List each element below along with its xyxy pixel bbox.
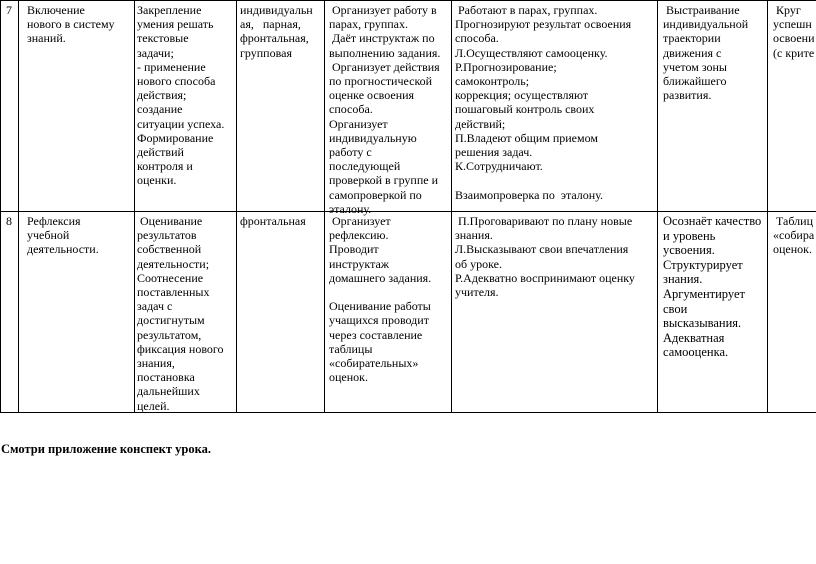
stage-line: Включение [27, 3, 85, 17]
teacher-line: Даёт инструктаж по [329, 31, 435, 46]
form-line: фронтальная [240, 214, 306, 228]
task-line: оценки. [137, 173, 177, 188]
student-line: К.Сотрудничают. [455, 159, 543, 174]
form-cell [240, 3, 324, 60]
stage-line: деятельности. [27, 242, 99, 257]
teacher-line: «собирательных» [329, 356, 419, 371]
student-line: Л.Высказывают свои впечатления [455, 242, 629, 257]
stage-line: нового в систему [27, 17, 115, 32]
teacher-line: эталону. [329, 201, 372, 216]
task-line: нового способа [137, 74, 216, 89]
result-line: Аргументирует [663, 286, 745, 301]
control-line: Круг [773, 3, 801, 17]
task-line: действий [137, 145, 184, 160]
teacher-line: рефлексию. [329, 228, 389, 243]
column-divider [451, 0, 452, 413]
teacher-line: последующей [329, 159, 401, 174]
row-number-text: 8 [6, 214, 12, 228]
student-activity-cell [455, 3, 656, 202]
task-line: поставленных [137, 285, 210, 300]
result-line: движения с [663, 45, 722, 60]
form-cell [240, 214, 324, 228]
result-line: свои [663, 301, 688, 316]
student-line: Прогнозируют результат освоения [455, 17, 632, 32]
control-line: успешн [773, 17, 812, 32]
student-line: Р.Прогнозирование; [455, 59, 557, 74]
task-line: задачи; [137, 45, 174, 60]
task-line: результатов [137, 228, 197, 243]
task-line: задач с [137, 299, 173, 314]
table-bottom-border [0, 412, 816, 413]
table-top-border [0, 0, 816, 1]
student-line: Работают в парах, группах. [455, 3, 598, 17]
student-line: П.Владеют общим приемом [455, 130, 598, 145]
student-line: действий; [455, 116, 506, 131]
result-line: самооценка. [663, 345, 729, 360]
task-line: Закрепление [137, 3, 202, 17]
task-line: собственной [137, 242, 202, 257]
task-line: достигнутым [137, 313, 205, 328]
student-line: пошаговый контроль своих [455, 102, 595, 117]
teacher-line: индивидуальную [329, 130, 417, 145]
stage-line: знаний. [27, 31, 66, 46]
teacher-line: выполнению задания. [329, 45, 441, 60]
student-line: учителя. [455, 285, 499, 300]
form-line: индивидуальн [240, 3, 313, 17]
student-line: П.Проговаривают по плану новые [455, 214, 633, 228]
task-cell [137, 3, 235, 188]
task-line: знания, [137, 356, 175, 371]
teacher-line: таблицы [329, 341, 373, 356]
task-line: Оценивание [137, 214, 203, 228]
result-line: и уровень [663, 228, 716, 243]
column-divider [134, 0, 135, 413]
student-line: решения задач. [455, 145, 533, 160]
control-line: оценок. [773, 242, 812, 257]
teacher-line: инструктаж [329, 256, 390, 271]
task-line: создание [137, 102, 183, 117]
teacher-line: способа. [329, 102, 373, 117]
task-cell [137, 214, 235, 413]
row-number [6, 214, 18, 228]
teacher-line: через составление [329, 327, 423, 342]
task-line: результатом, [137, 327, 202, 342]
task-line: Формирование [137, 130, 214, 145]
teacher-activity-cell [329, 214, 451, 384]
row-number-text: 7 [6, 3, 12, 17]
table-left-border [0, 0, 1, 413]
task-line: действия; [137, 88, 187, 103]
row-number [6, 3, 18, 17]
teacher-line: учащихся проводит [329, 313, 429, 328]
task-line: текстовые [137, 31, 189, 46]
task-line: умения решать [137, 17, 214, 32]
teacher-line: Организует действия [329, 59, 440, 74]
teacher-line: домашнего задания. [329, 270, 432, 285]
result-cell [663, 214, 766, 360]
teacher-line: оценке освоения [329, 88, 415, 103]
task-line: - применение [137, 59, 206, 74]
control-line: «собира [773, 228, 815, 243]
teacher-line [329, 285, 451, 299]
stage-line: Рефлексия [27, 214, 81, 228]
result-line: развития. [663, 88, 712, 103]
student-line: коррекция; осуществляют [455, 88, 589, 103]
student-line: об уроке. [455, 256, 502, 271]
student-line: способа. [455, 31, 499, 46]
footer-note: Смотри приложение конспект урока. [1, 442, 211, 456]
control-cell [773, 3, 816, 60]
control-line: Таблиц [773, 214, 813, 228]
teacher-line: парах, группах. [329, 17, 409, 32]
task-line: постановка [137, 370, 195, 385]
result-line: траектории [663, 31, 721, 46]
result-line: высказывания. [663, 316, 742, 331]
control-line: (с крите [773, 45, 815, 60]
column-divider [18, 0, 19, 413]
control-cell [773, 214, 816, 257]
student-line: Взаимопроверка по эталону. [455, 187, 604, 202]
task-line: контроля и [137, 159, 193, 174]
result-line: усвоения. [663, 243, 715, 258]
student-line [455, 173, 656, 187]
column-divider [324, 0, 325, 413]
teacher-line: Оценивание работы [329, 299, 431, 314]
result-line: Выстраивание [663, 3, 740, 17]
teacher-line: Проводит [329, 242, 379, 257]
teacher-line: Организует работу в [329, 3, 437, 17]
column-divider [657, 0, 658, 413]
result-line: Адекватная [663, 330, 725, 345]
result-line: учетом зоны [663, 59, 727, 74]
student-line: самоконтроль; [455, 74, 530, 89]
task-line: деятельности; [137, 256, 210, 271]
task-line: ситуации успеха. [137, 116, 225, 131]
task-line: Соотнесение [137, 270, 204, 285]
form-line: групповая [240, 45, 292, 60]
stage-line: учебной [27, 228, 70, 243]
task-line: целей. [137, 398, 170, 413]
student-line: Р.Адекватно воспринимают оценку [455, 270, 635, 285]
form-line: ая, парная, [240, 17, 301, 32]
form-line: фронтальная, [240, 31, 309, 46]
student-line: знания. [455, 228, 493, 243]
teacher-line: оценок. [329, 370, 368, 385]
column-divider [767, 0, 768, 413]
teacher-line: проверкой в группе и [329, 173, 439, 188]
teacher-line: самопроверкой по [329, 187, 422, 202]
student-activity-cell [455, 214, 656, 299]
stage-cell [27, 3, 133, 46]
result-line: Осознаёт качество [663, 214, 762, 228]
result-line: ближайшего [663, 74, 727, 89]
teacher-line: работу с [329, 145, 372, 160]
result-cell [663, 3, 766, 102]
task-line: фиксация нового [137, 341, 224, 356]
teacher-line: Организует [329, 116, 388, 131]
teacher-line: Организует [329, 214, 391, 228]
stage-cell [27, 214, 133, 257]
result-line: Структурирует [663, 257, 743, 272]
control-line: освоени [773, 31, 815, 46]
column-divider [236, 0, 237, 413]
student-line: Л.Осуществляют самооценку. [455, 45, 608, 60]
result-line: индивидуальной [663, 17, 749, 32]
task-line: дальнейших [137, 384, 200, 399]
teacher-line: по прогностической [329, 74, 433, 89]
teacher-activity-cell [329, 3, 451, 216]
result-line: знания. [663, 272, 703, 287]
